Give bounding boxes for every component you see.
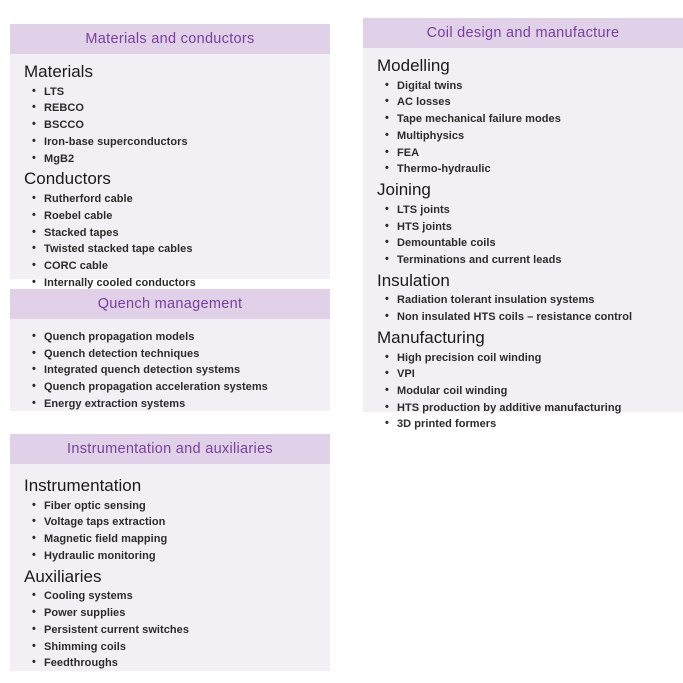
list-item: • CORC cable [10, 258, 330, 275]
list-item: • Shimming coils [10, 639, 330, 656]
panel-title-quench-management: Quench management [97, 296, 243, 312]
list-item: • VPI [363, 366, 683, 383]
bullet-list-joining [363, 202, 683, 269]
list-item: • Modular coil winding [363, 383, 683, 400]
panel-title-coil-design-and-manufacture: Coil design and manufacture [426, 25, 620, 41]
list-item: • Internally cooled conductors [10, 275, 330, 292]
group-heading-joining: Joining [377, 180, 431, 200]
group-heading-modelling: Modelling [377, 56, 450, 75]
panel-title-instrumentation-and-auxiliaries: Instrumentation and auxiliaries [67, 441, 273, 457]
bullet-list-instrumentation [10, 498, 330, 565]
panel-header-quench-management [10, 289, 330, 319]
panel-header-coil-design-and-manufacture [363, 18, 683, 48]
list-item: • Quench propagation acceleration systems [10, 379, 330, 396]
panel-body-quench-management [10, 319, 330, 421]
list-item: • Power supplies [10, 605, 330, 622]
list-item: • HTS production by additive manufacturing [363, 400, 683, 417]
list-item: • High precision coil winding [363, 350, 683, 367]
group-heading-auxiliaries: Auxiliaries [24, 566, 102, 586]
group-heading-insulation: Insulation [377, 270, 450, 290]
list-item: • LTS joints [363, 202, 683, 219]
list-item: • 3D printed formers [363, 416, 683, 433]
list-item: • AC losses [363, 94, 683, 111]
panel-instrumentation-and-auxiliaries [10, 434, 330, 671]
list-item: • MgB2 [10, 151, 330, 168]
list-item: • LTS [10, 84, 330, 101]
list-item: • Terminations and current leads [363, 252, 683, 269]
list-item: • Hydraulic monitoring [10, 548, 330, 565]
list-item: • Integrated quench detection systems [10, 362, 330, 379]
bullet-list-modelling [363, 78, 683, 178]
list-item: • Radiation tolerant insulation systems [363, 292, 683, 309]
list-item: • Energy extraction systems [10, 396, 330, 413]
list-item: • Tape mechanical failure modes [363, 111, 683, 128]
group-heading-materials: Materials [24, 62, 93, 81]
list-item: • Roebel cable [10, 208, 330, 225]
list-item: • Feedthroughs [10, 655, 330, 672]
list-item: • Demountable coils [363, 235, 683, 252]
panel-coil-design-and-manufacture [363, 18, 683, 431]
list-item: • Digital twins [363, 78, 683, 95]
bullet-list-conductors [10, 191, 330, 291]
bullet-list-manufacturing [363, 350, 683, 434]
list-item: • REBCO [10, 100, 330, 117]
group-heading-instrumentation: Instrumentation [24, 476, 142, 495]
list-item: • HTS joints [363, 219, 683, 236]
panel-body-coil-design-and-manufacture [363, 48, 683, 441]
list-item: • Cooling systems [10, 588, 330, 605]
list-item: • BSCCO [10, 117, 330, 134]
panel-quench-management [10, 289, 330, 411]
list-item: • FEA [363, 145, 683, 162]
panel-header-materials-and-conductors [10, 24, 330, 54]
group-heading-manufacturing: Manufacturing [377, 327, 485, 347]
list-item: • Iron-base superconductors [10, 134, 330, 151]
list-item: • Non insulated HTS coils – resistance control [363, 309, 683, 326]
list-item: • Quench detection techniques [10, 346, 330, 363]
panel-materials-and-conductors [10, 24, 330, 289]
bullet-list-quench-management [10, 329, 330, 413]
list-item: • Voltage taps extraction [10, 514, 330, 531]
panel-body-instrumentation-and-auxiliaries [10, 464, 330, 680]
list-item: • Twisted stacked tape cables [10, 241, 330, 258]
list-item: • Thermo-hydraulic [363, 161, 683, 178]
list-item: • Multiphysics [363, 128, 683, 145]
bullet-list-auxiliaries [10, 588, 330, 672]
list-item: • Stacked tapes [10, 225, 330, 242]
list-item: • Persistent current switches [10, 622, 330, 639]
panel-header-instrumentation-and-auxiliaries [10, 434, 330, 464]
list-item: • Quench propagation models [10, 329, 330, 346]
group-heading-conductors: Conductors [24, 169, 111, 189]
list-item: • Fiber optic sensing [10, 498, 330, 515]
bullet-list-materials [10, 84, 330, 168]
list-item: • Rutherford cable [10, 191, 330, 208]
list-item: • Magnetic field mapping [10, 531, 330, 548]
panel-title-materials-and-conductors: Materials and conductors [85, 31, 255, 47]
bullet-list-insulation [363, 292, 683, 325]
panel-body-materials-and-conductors [10, 54, 330, 299]
